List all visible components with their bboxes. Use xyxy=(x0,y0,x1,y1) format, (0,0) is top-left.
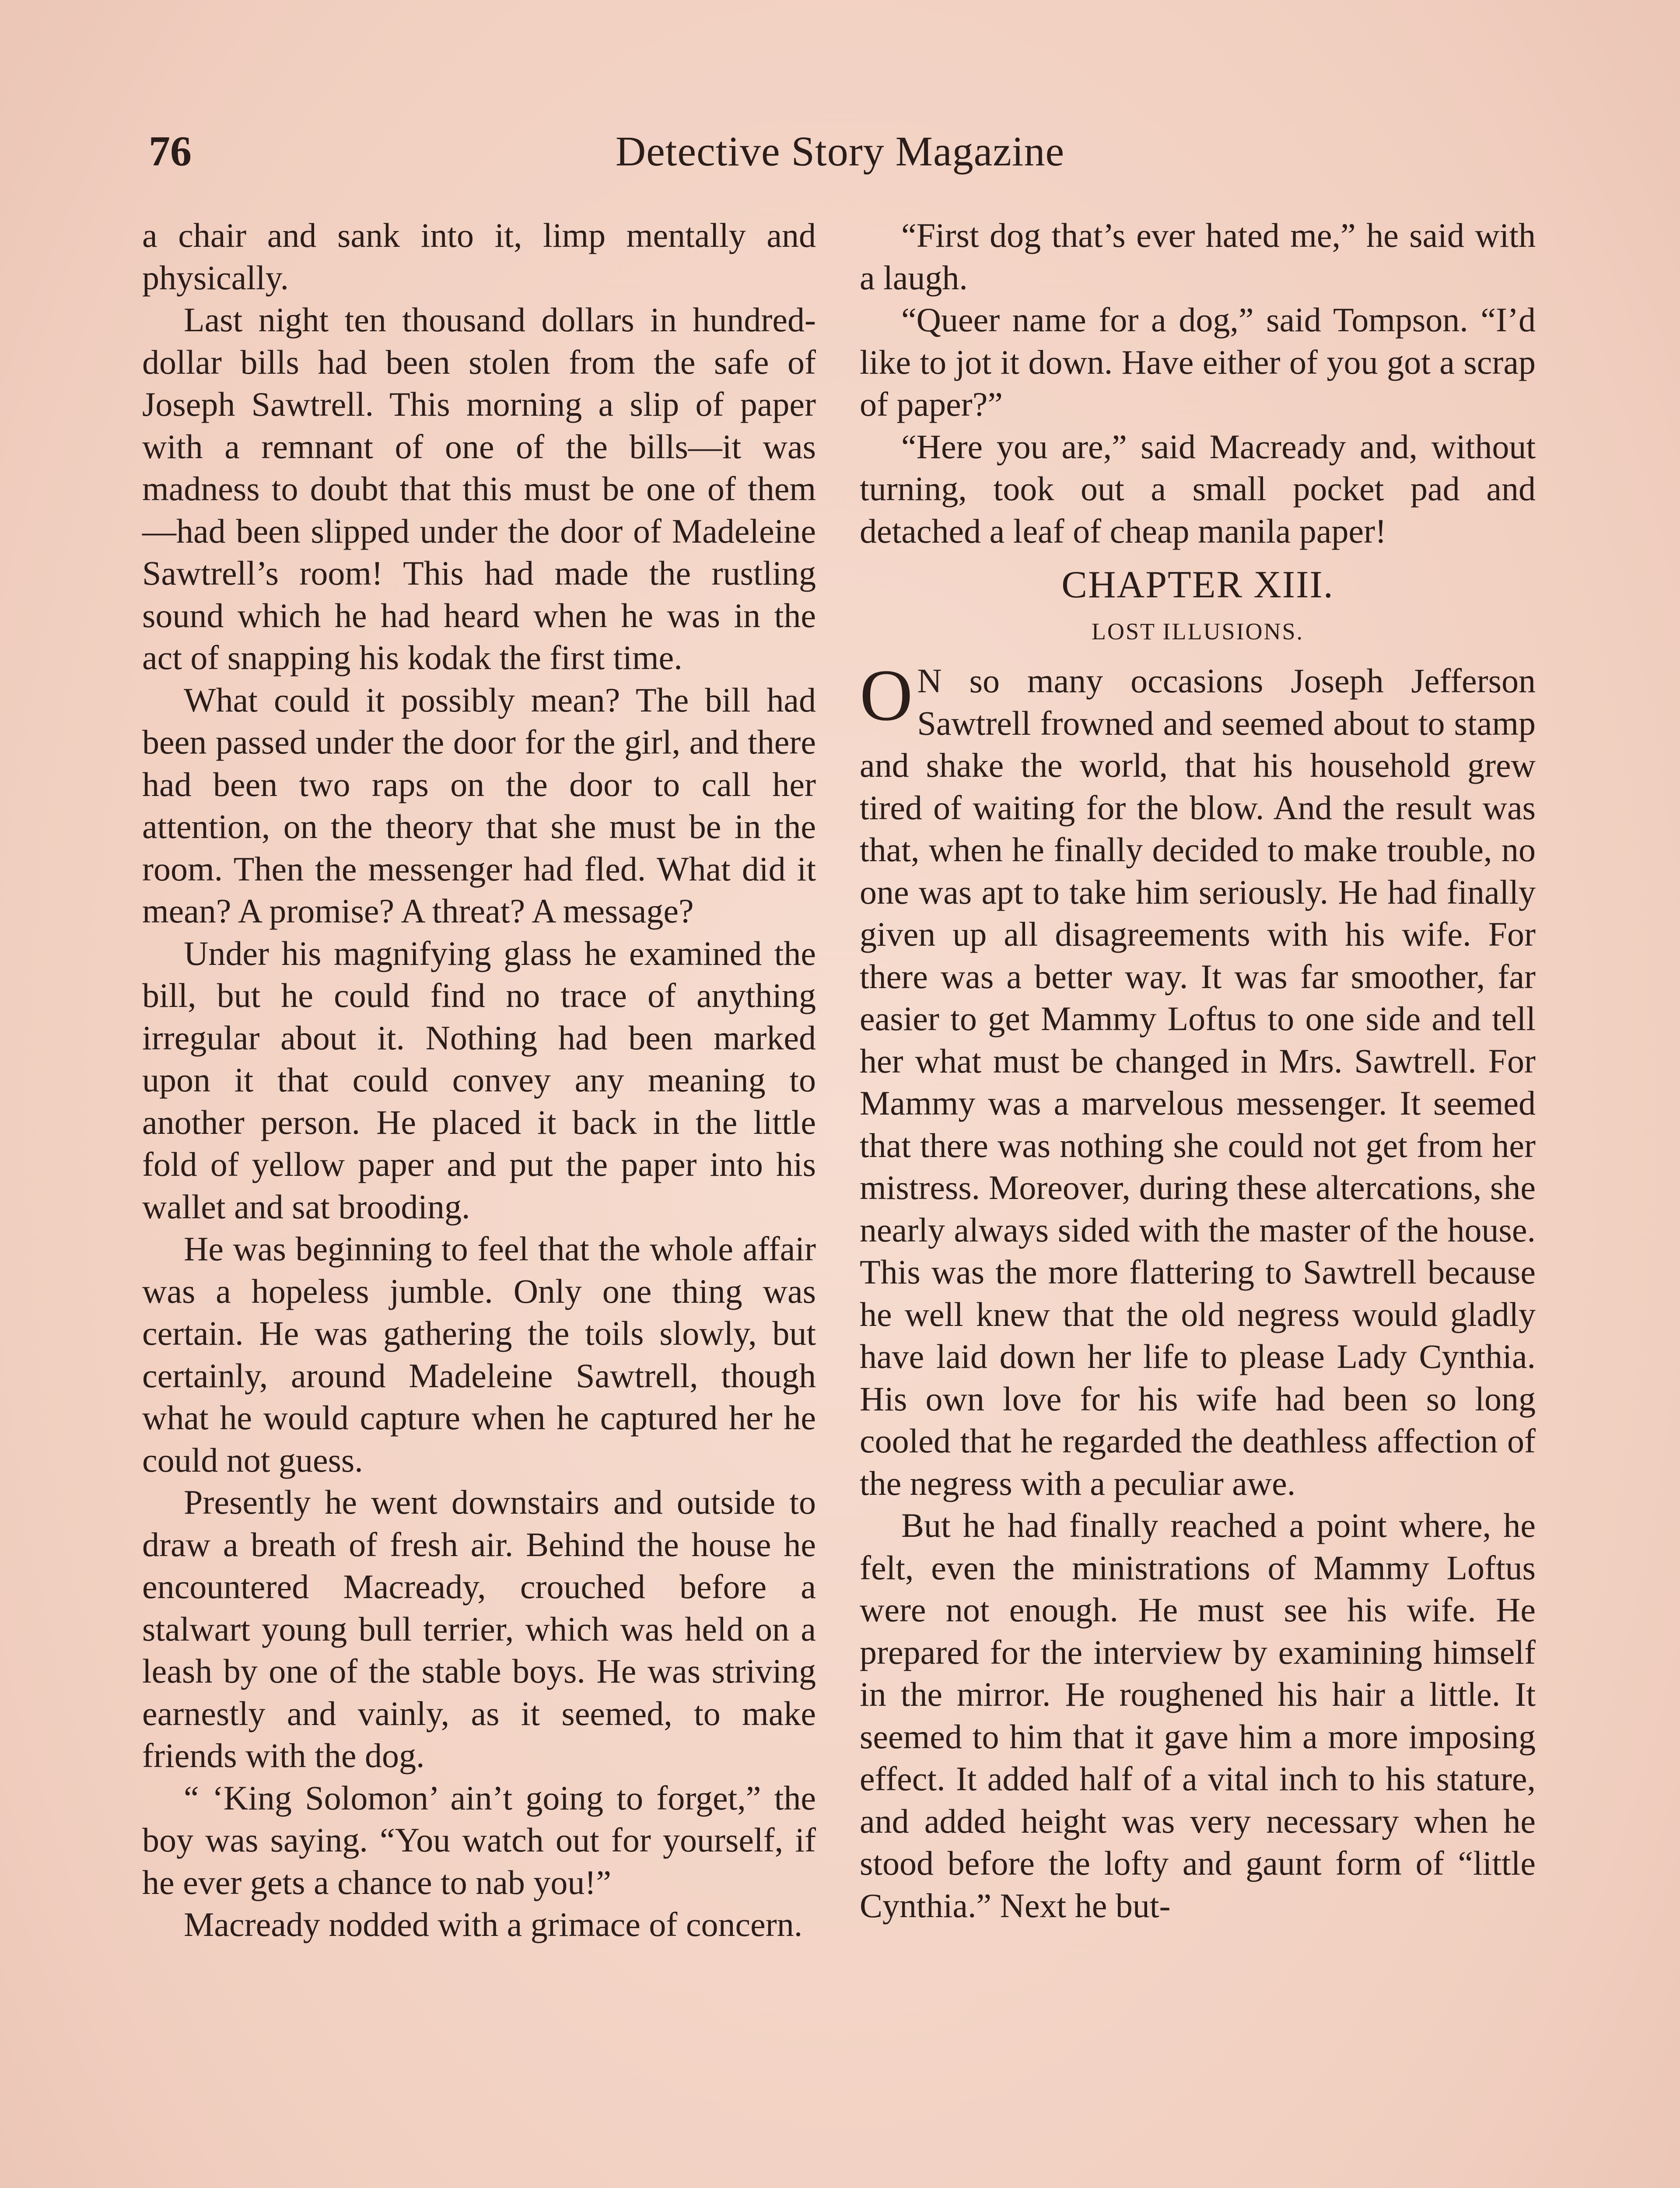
paragraph: “ ‘King Solomon’ ain’t going to forget,” the boy was saying. “You watch out for yourself, if he ever gets a chance to nab you!” xyxy=(142,1778,816,1901)
magazine-title: Detective Story Magazine xyxy=(615,128,1065,175)
paragraph: He was beginning to feel that the whole affair was a hopeless jumble. Only one thing was certain. He was gathering the toils slowly, but certainly, around Madeleine Sawtrell, though what he would capture when he captured her he could not guess. xyxy=(142,1230,816,1479)
paragraph: Macready nodded with a grimace of concern. xyxy=(184,1905,803,1943)
paragraph: Presently he went downstairs and outside to draw a breath of fresh air. Behind the house he encountered Macready, crouched before a stalwart young bull terrier, which was held on a leash by one of the stable boys. He was striving earnestly and vainly, as it seemed, to make friends with the dog. xyxy=(142,1483,816,1774)
running-head xyxy=(149,127,1531,188)
paragraph: “Here you are,” said Macready and, without turning, took out a small pocket pad and detached a leaf of cheap manila paper! xyxy=(860,427,1536,550)
paragraph: What could it possibly mean? The bill had been passed under the door for the girl, and there had been two raps on the door to call her attention, on the theory that she must be in the room. Then the messenger had fled. What did it mean? A promise? A threat? A message? xyxy=(142,680,816,930)
paragraph: Last night ten thousand dollars in hundred-dollar bills had been stolen from the safe of Joseph Sawtrell. This morning a slip of paper with a remnant of one of the bills—it was madness to doubt that this must be one of them—had been slipped under the door of Madeleine Sawtrell’s room! This had made the rustling sound which he had heard when he was in the act of snapping his kodak the first time. xyxy=(142,301,816,677)
paragraph: But he had finally reached a point where, he felt, even the ministrations of Mammy Loftus were not enough. He must see his wife. He prepared for the interview by examining himself in the mirror. He roughened his hair a little. It seemed to him that it gave him a more imposing effect. It added half of a vital inch to his stature, and added height was very necessary when he stood before the lofty and gaunt form of “little Cynthia.” Next he but- xyxy=(860,1506,1536,1925)
right-column xyxy=(860,214,1536,1927)
paragraph: “First dog that’s ever hated me,” he said with a laugh. xyxy=(860,216,1536,297)
paragraph: Under his magnifying glass he examined the bill, but he could find no trace of anything irregular about it. Nothing had been marked upon it that could convey any meaning to another person. He placed it back in the little fold of yellow paper and put the paper into his wallet and sat brooding. xyxy=(142,934,816,1226)
chapter-heading: CHAPTER XIII. xyxy=(1061,564,1334,606)
paragraph: “Queer name for a dog,” said Tompson. “I’d like to jot it down. Have either of you got a scrap of paper?” xyxy=(860,301,1536,423)
left-column xyxy=(142,214,816,1946)
paragraph-drop-cap: ON so many occasions Joseph Jefferson Sawtrell frowned and seemed about to stamp and shake the world, that his household grew tired of waiting for the blow. And the result was that, when he finally decided to make trouble, no one was apt to take him seriously. He had finally given up all disagreements with his wife. For there was a better way. It was far smoother, far easier to get Mammy Loftus to one side and tell her what must be changed in Mrs. Sawtrell. For Mammy was a marvelous messenger. It seemed that there was nothing she could not get from her mistress. Moreover, during these altercations, she nearly always sided with the master of the house. This was the more flattering to Sawtrell because he well knew that the old negress would gladly have laid down her life to please Lady Cynthia. His own love for his wife had been so long cooled that he regarded the deathless affection of the negress with a peculiar awe. xyxy=(860,655,1536,1502)
paragraph: a chair and sank into it, limp mentally and physically. xyxy=(142,216,816,297)
page-number: 76 xyxy=(149,128,192,175)
chapter-subtitle: LOST ILLUSIONS. xyxy=(1091,618,1304,645)
